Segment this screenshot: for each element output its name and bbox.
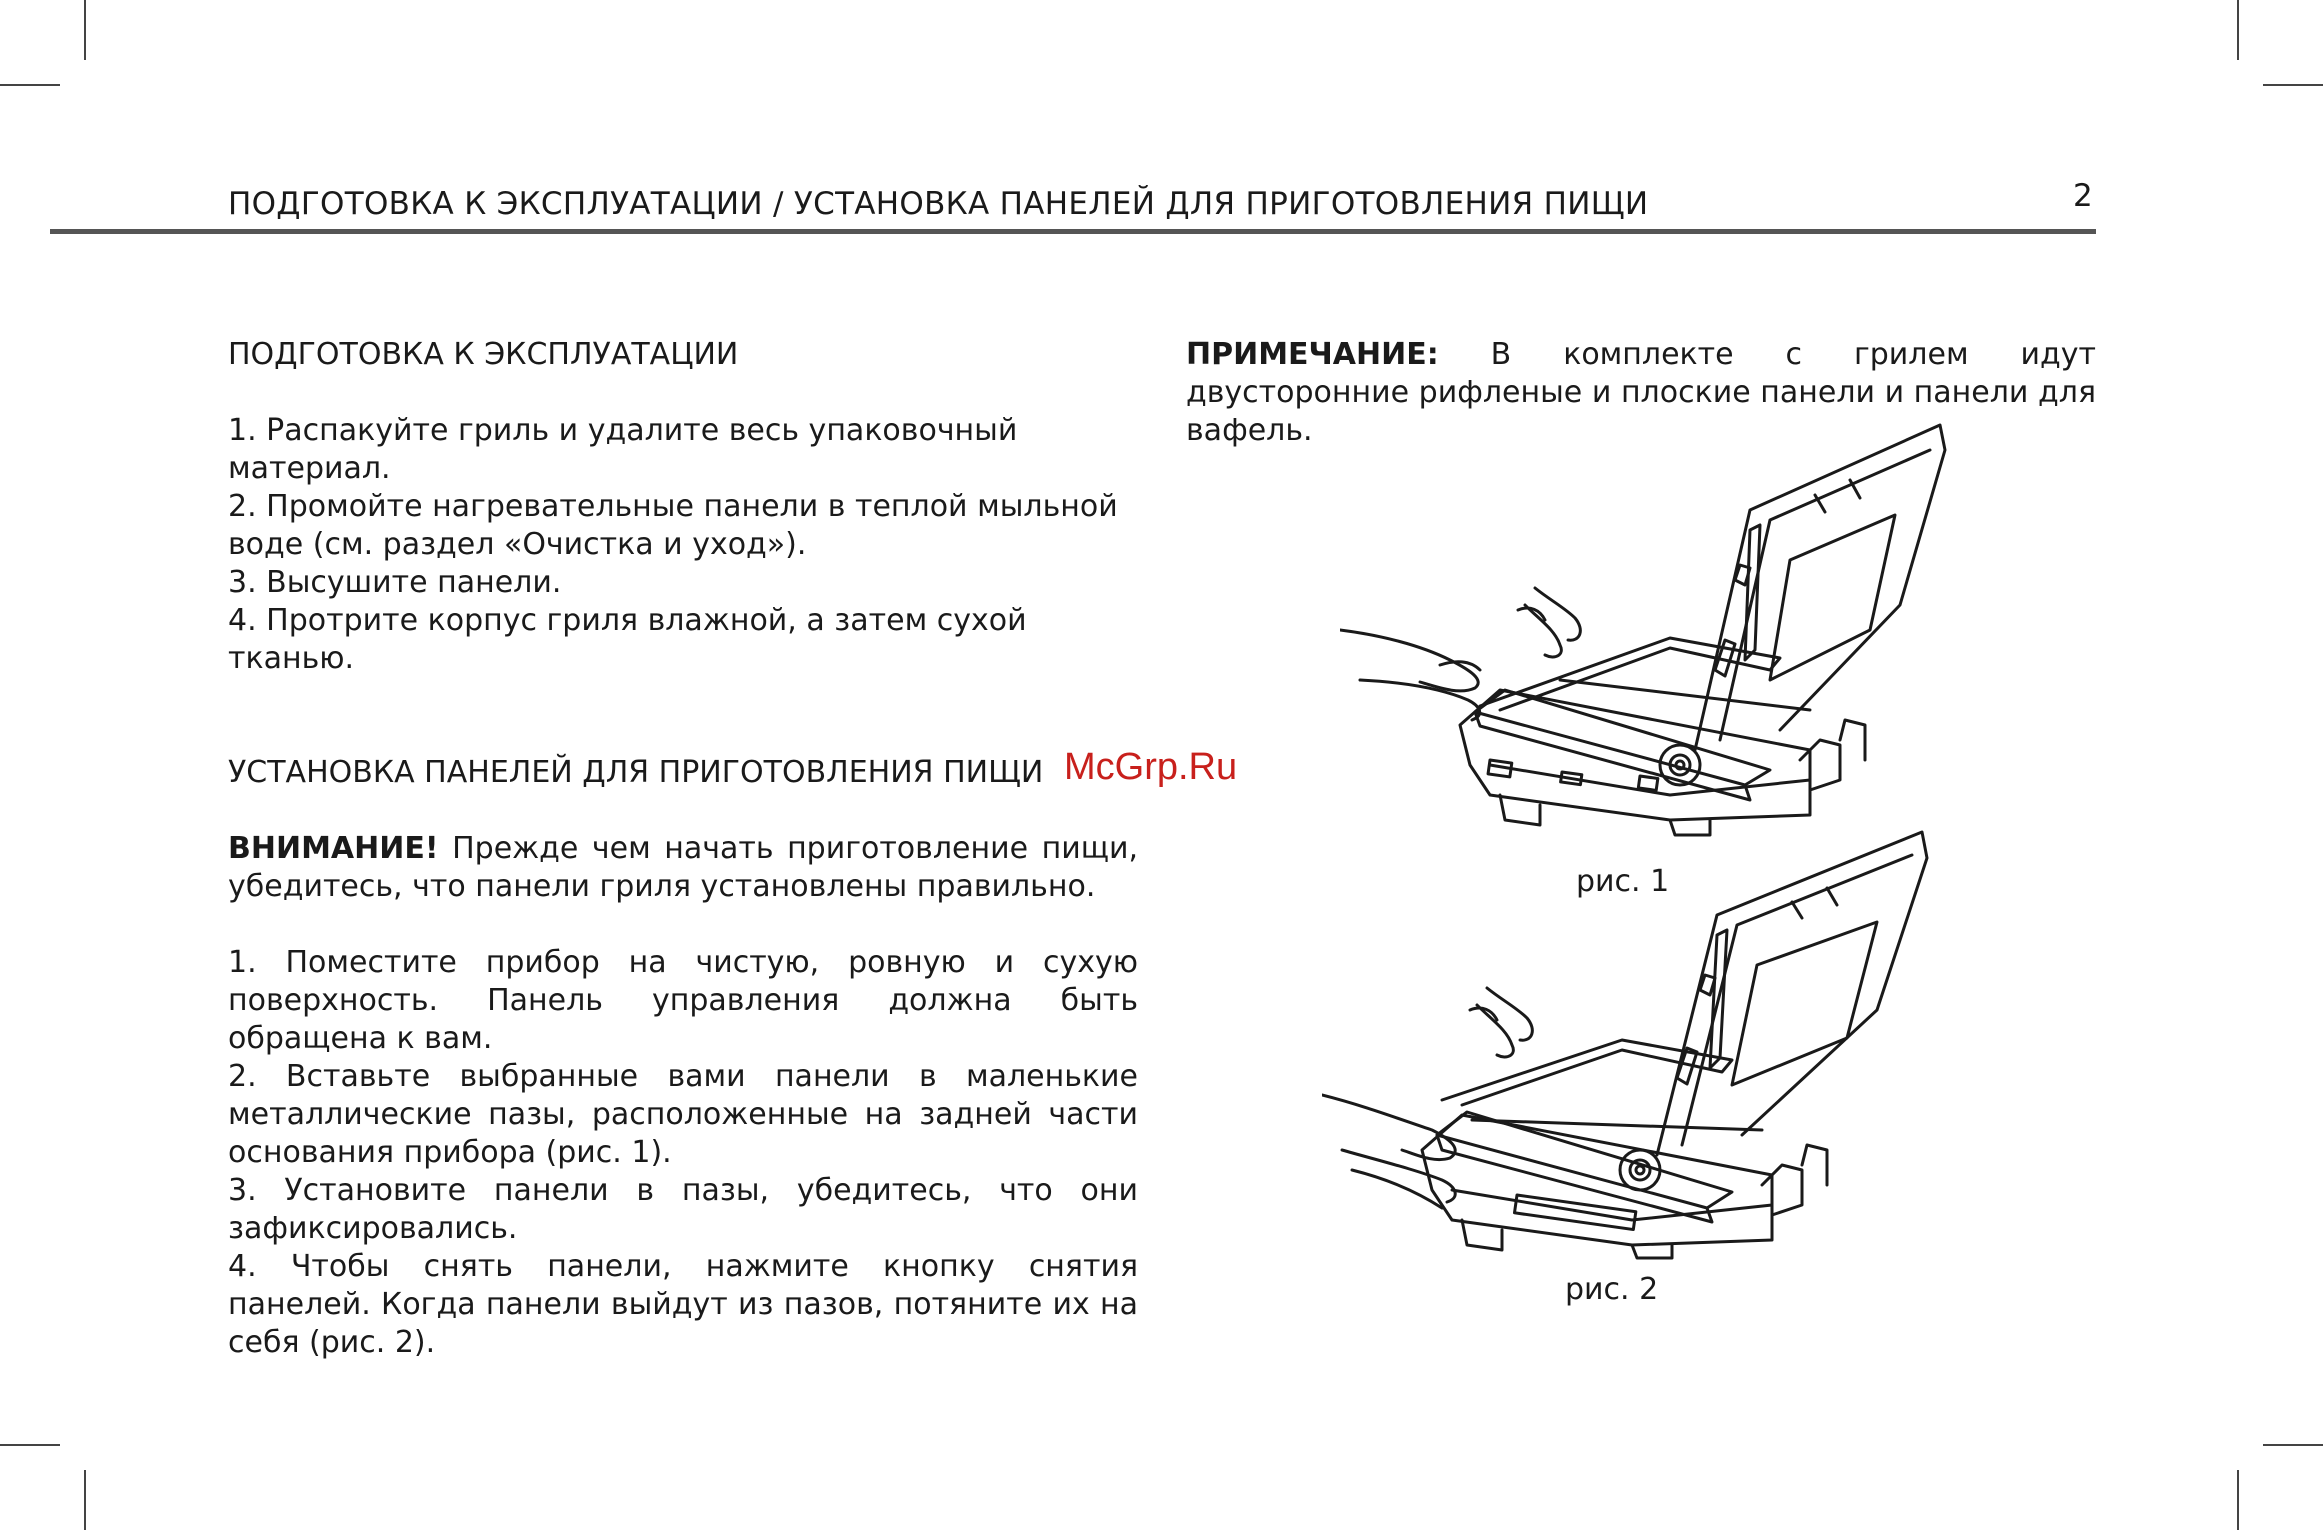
crop-mark xyxy=(2263,1444,2323,1446)
preparation-step: 1. Распакуйте гриль и удалите весь упаковочный материал. xyxy=(228,413,1018,486)
figure-1-caption: рис. 1 xyxy=(1576,864,1670,899)
note-text: В комплекте с грилем идут двусторонние рифленые и плоские панели и панели для вафель. xyxy=(1186,337,2096,448)
installation-step: 1. Поместите прибор на чистую, ровную и сухую поверхность. Панель управления должна быть обращена к вам. xyxy=(228,945,1138,1056)
crop-mark xyxy=(84,1470,86,1530)
preparation-step: 4. Протрите корпус гриля влажной, а затем сухой тканью. xyxy=(228,603,1027,676)
preparation-step: 2. Промойте нагревательные панели в теплой мыльной воде (см. раздел «Очистка и уход»). xyxy=(228,489,1118,562)
preparation-heading: ПОДГОТОВКА К ЭКСПЛУАТАЦИИ xyxy=(228,337,739,372)
left-column xyxy=(228,336,1138,1362)
page-number: 2 xyxy=(2073,178,2093,214)
installation-heading: УСТАНОВКА ПАНЕЛЕЙ ДЛЯ ПРИГОТОВЛЕНИЯ ПИЩИ xyxy=(228,755,1044,790)
header-rule xyxy=(50,229,2096,234)
warning-text: Прежде чем начать приготовление пищи, убедитесь, что панели гриля установлены правильно. xyxy=(228,831,1138,904)
crop-mark xyxy=(0,1444,60,1446)
installation-step: 2. Вставьте выбранные вами панели в маленькие металлические пазы, расположенные на задней части основания прибора (рис. 1). xyxy=(228,1059,1138,1170)
page-header-title: ПОДГОТОВКА К ЭКСПЛУАТАЦИИ / УСТАНОВКА ПАНЕЛЕЙ ДЛЯ ПРИГОТОВЛЕНИЯ ПИЩИ xyxy=(228,186,1649,222)
crop-mark xyxy=(2263,84,2323,86)
installation-step: 3. Установите панели в пазы, убедитесь, что они зафиксировались. xyxy=(228,1173,1138,1246)
figure-1-grill-illustration xyxy=(1340,420,1980,840)
crop-mark xyxy=(2237,1470,2239,1530)
note-label: ПРИМЕЧАНИЕ: xyxy=(1186,337,1439,372)
figure-2-grill-illustration xyxy=(1322,830,1982,1260)
warning-paragraph xyxy=(228,830,1138,906)
warning-label: ВНИМАНИЕ! xyxy=(228,831,439,866)
installation-step: 4. Чтобы снять панели, нажмите кнопку снятия панелей. Когда панели выйдут из пазов, потяните их на себя (рис. 2). xyxy=(228,1249,1138,1360)
crop-mark xyxy=(0,84,60,86)
figure-2-caption: рис. 2 xyxy=(1565,1272,1659,1307)
crop-mark xyxy=(2237,0,2239,60)
watermark-text: McGrp.Ru xyxy=(1064,746,1238,788)
preparation-step: 3. Высушите панели. xyxy=(228,565,562,600)
crop-mark xyxy=(84,0,86,60)
